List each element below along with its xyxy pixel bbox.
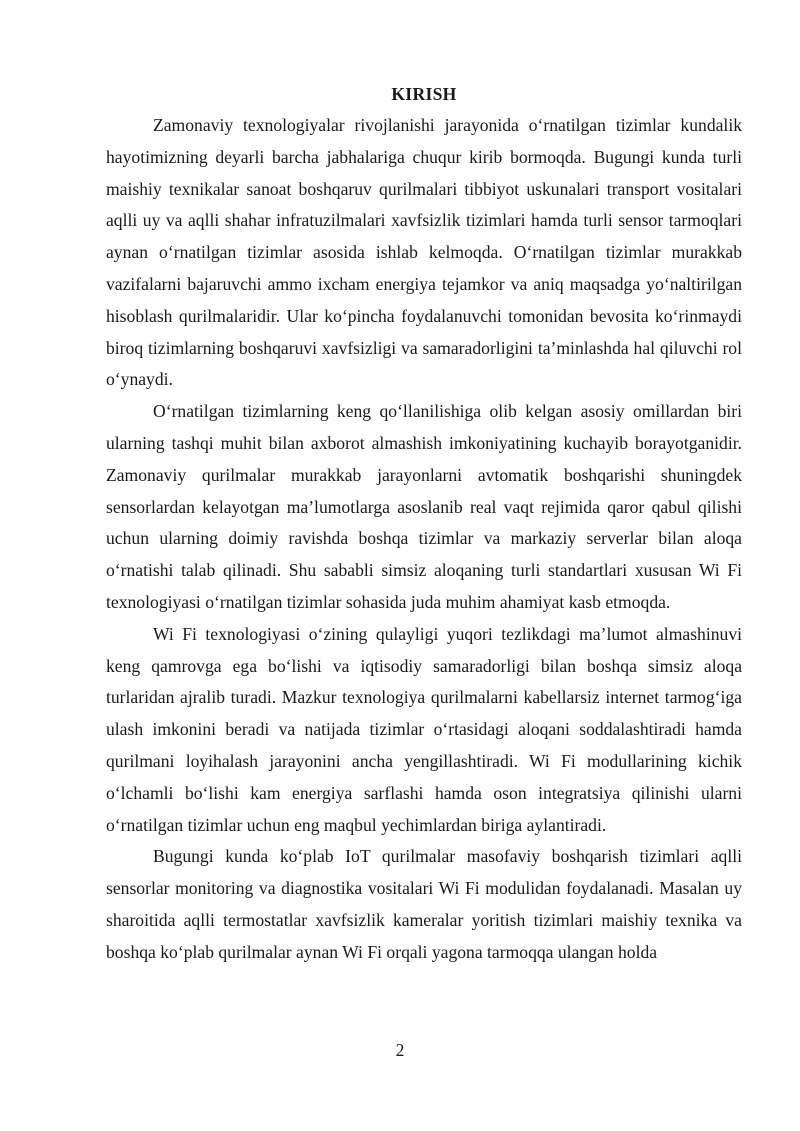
- paragraph-4: Bugungi kunda ko‘plab IoT qurilmalar masofaviy boshqarish tizimlari aqlli sensorlar monitoring va diagnostika vositalari Wi Fi modulidan foydalanadi. Masalan uy sharoitida aqlli termostatlar xavfsizlik kameralar yoritish tizimlari maishiy texnika va boshqa ko‘plab qurilmalar aynan Wi Fi orqali yagona tarmoqqa ulangan holda: [106, 846, 742, 962]
- paragraph-1: Zamonaviy texnologiyalar rivojlanishi jarayonida o‘rnatilgan tizimlar kundalik hayotimizning deyarli barcha jabhalariga chuqur kirib bormoqda. Bugungi kunda turli maishiy texnikalar sanoat boshqaruv qurilmalari tibbiyot uskunalari transport vositalari aqlli uy va aqlli shahar infratuzilmalari xavfsizlik tizimlari hamda turli sensor tarmoqlari aynan o‘rnatilgan tizimlar asosida ishlab kelmoqda. O‘rnatilgan tizimlar murakkab vazifalarni bajaruvchi ammo ixcham energiya tejamkor va aniq maqsadga yo‘naltirilgan hisoblash qurilmalaridir. Ular ko‘pincha foydalanuvchi tomonidan bevosita ko‘rinmaydi biroq tizimlarning boshqaruvi xavfsizligi va samaradorligini ta’minlashda hal qiluvchi rol o‘ynaydi.: [106, 115, 742, 390]
- paragraph-3: Wi Fi texnologiyasi o‘zining qulayligi yuqori tezlikdagi ma’lumot almashinuvi keng qamrovga ega bo‘lishi va iqtisodiy samaradorligi bilan boshqa simsiz aloqa turlaridan ajralib turadi. Mazkur texnologiya qurilmalarni kabellarsiz internet tarmog‘iga ulash imkonini beradi va natijada tizimlar o‘rtasidagi aloqani soddalashtiradi hamda qurilmani loyihalash jarayonini ancha yengillashtiradi. Wi Fi modullarining kichik o‘lchamli bo‘lishi kam energiya sarflashi hamda oson integratsiya qilinishi ularni o‘rnatilgan tizimlar uchun eng maqbul yechimlardan biriga aylantiradi.: [106, 623, 742, 835]
- document-body: [106, 78, 742, 969]
- section-title: KIRISH: [391, 84, 457, 104]
- page-number: 2: [395, 1040, 405, 1060]
- paragraph-2: O‘rnatilgan tizimlarning keng qo‘llanilishiga olib kelgan asosiy omillardan biri ularning tashqi muhit bilan axborot almashish imkoniyatining kuchayib borayotganidir. Zamonaviy qurilmalar murakkab jarayonlarni avtomatik boshqarishi shuningdek sensorlardan kelayotgan ma’lumotlarga asoslanib real vaqt rejimida qaror qabul qilishi uchun ularning doimiy ravishda boshqa tizimlar va markaziy serverlar bilan aloqa o‘rnatishi talab qilinadi. Shu sababli simsiz aloqaning turli standartlari xususan Wi Fi texnologiyasi o‘rnatilgan tizimlar sohasida juda muhim ahamiyat kasb etmoqda.: [106, 401, 742, 612]
